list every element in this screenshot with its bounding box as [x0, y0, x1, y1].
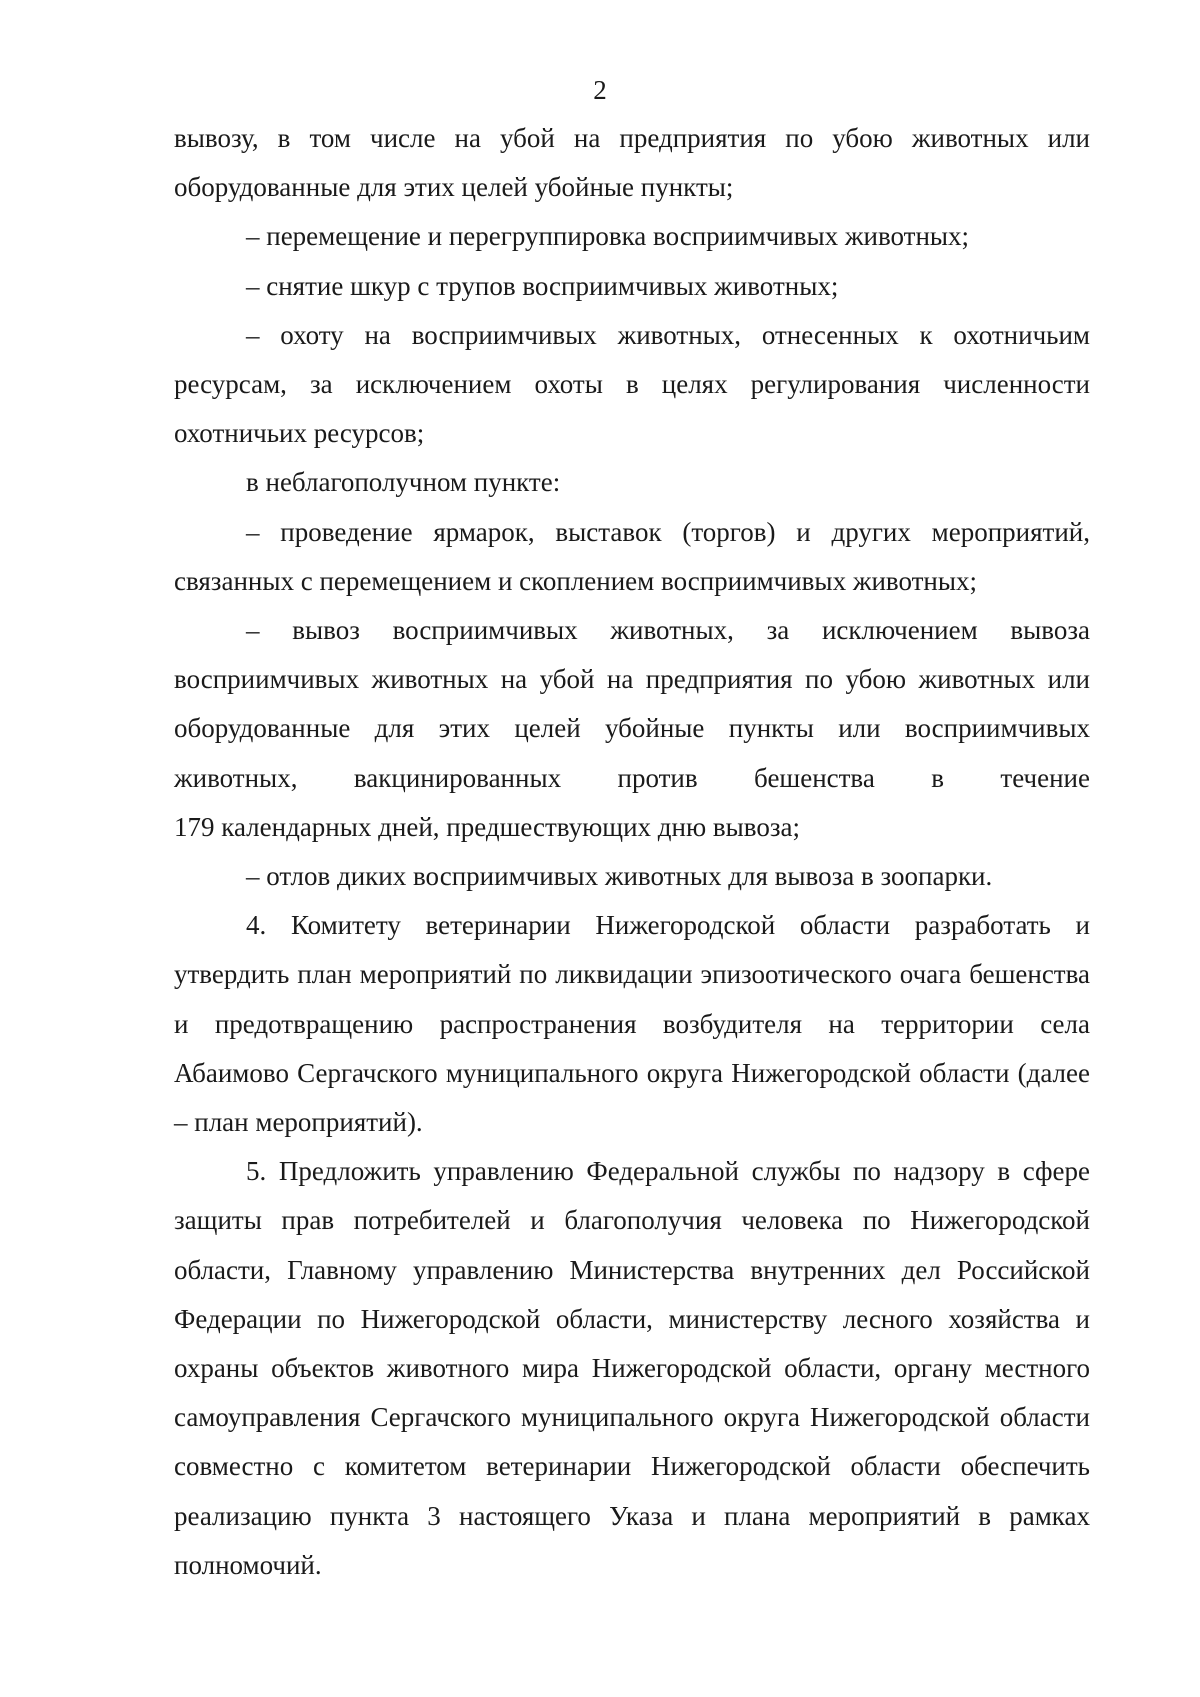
paragraph-item-5: 5. Предложить управлению Федеральной службы по надзору в сфере защиты прав потребителей и благополучия человека по Нижегородской области, Главному управлению Министерства внутренних дел Российской Федерации по Нижегородской области, министерству лесного хозяйства и охраны объектов животного мира Нижегородской области, органу местного самоуправления Сергачского муниципального округа Нижегородской области совместно с комитетом ветеринарии Нижегородской области обеспечить реализацию пункта 3 настоящего Указа и плана мероприятий в рамках полномочий. [174, 1156, 1090, 1580]
document-body [174, 114, 1090, 1590]
paragraph-list-item: – охоту на восприимчивых животных, отнесенных к охотничьим ресурсам, за исключением охоты в целях регулирования численности охотничьих ресурсов; [174, 319, 1090, 449]
paragraph-list-item: – отлов диких восприимчивых животных для вывоза в зоопарки. [246, 861, 993, 892]
paragraph-list-item: – снятие шкур с трупов восприимчивых животных; [246, 270, 839, 301]
paragraph-list-item: – проведение ярмарок, выставок (торгов) и других мероприятий, связанных с перемещением и скоплением восприимчивых животных; [174, 516, 1090, 596]
paragraph-list-item: – перемещение и перегруппировка восприимчивых животных; [246, 221, 970, 252]
paragraph-list-item: – вывоз восприимчивых животных, за исключением вывоза восприимчивых животных на убой на предприятия по убою животных или оборудованные для этих целей убойные пункты или восприимчивых животных, вакцинированных против бешенства в течение [174, 615, 1090, 793]
page-number: 2 [593, 75, 607, 105]
paragraph-item-4: 4. Комитету ветеринарии Нижегородской области разработать и утвердить план мероприятий по ликвидации эпизоотического очага бешенства и предотвращению распространения возбудителя на территории села Абаимово Сергачского муниципального округа Нижегородской области (далее – план мероприятий). [174, 910, 1090, 1138]
paragraph-subheading: в неблагополучном пункте: [246, 467, 561, 498]
paragraph-list-item-continuation: 179 календарных дней, предшествующих дню вывоза; [174, 811, 801, 842]
paragraph-continuation: вывозу, в том числе на убой на предприятия по убою животных или оборудованные для этих целей убойные пункты; [174, 123, 1090, 203]
